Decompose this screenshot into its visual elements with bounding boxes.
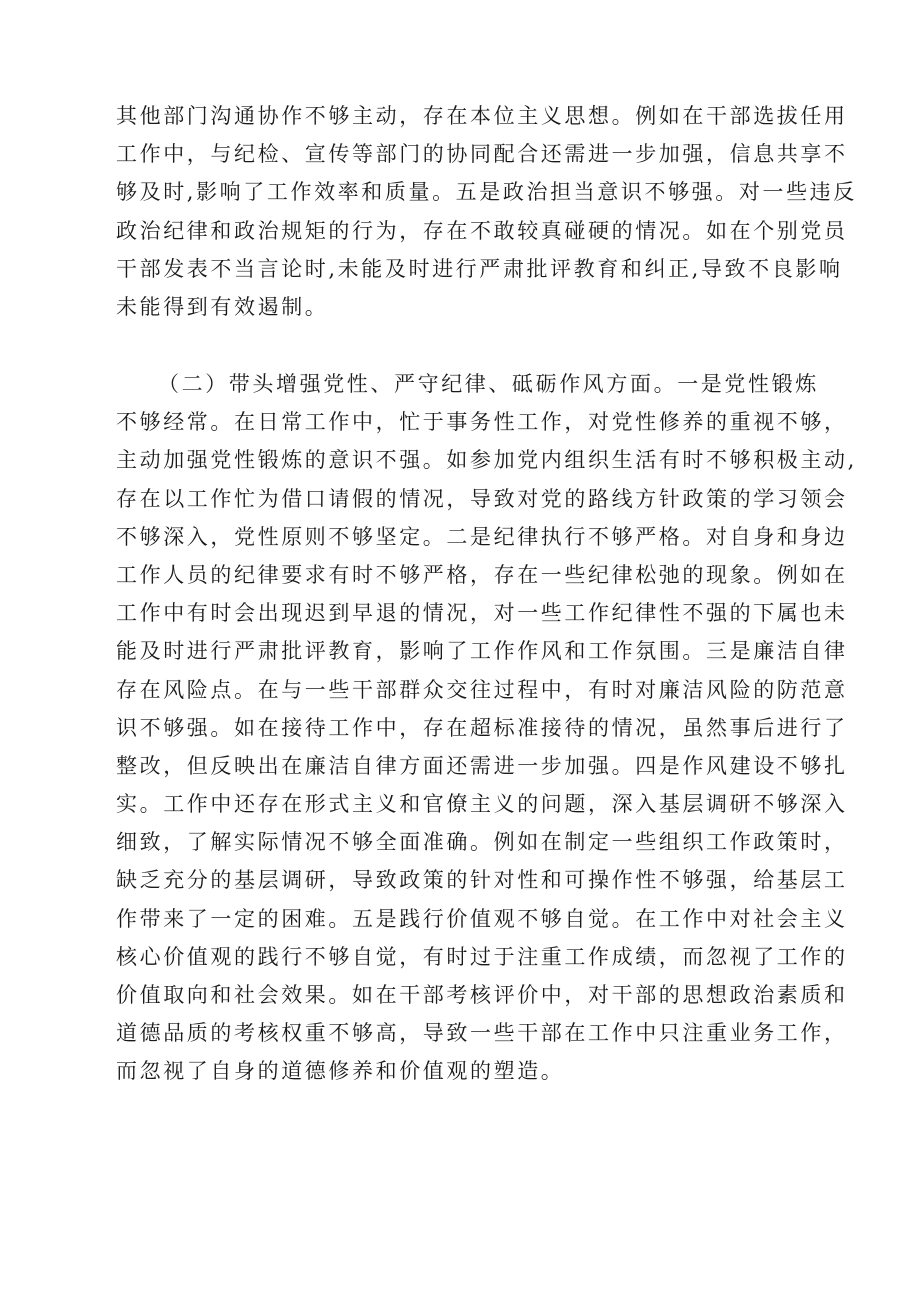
paragraph-line: 存在以工作忙为借口请假的情况，导致对党的路线方针政策的学习领会: [116, 486, 848, 511]
paragraph-1: [116, 97, 857, 326]
paragraph-line: 实。工作中还存在形式主义和官僚主义的问题，深入基层调研不够深入: [116, 792, 848, 817]
paragraph-line: 而忽视了自身的道德修养和价值观的塑造。: [116, 1059, 565, 1084]
paragraph-line: 识不够强。如在接待工作中，存在超标准接待的情况，虽然事后进行了: [116, 715, 848, 740]
paragraph-line: 不够深入，党性原则不够坚定。二是纪律执行不够严格。对自身和身边: [116, 524, 848, 549]
paragraph-line: 价值取向和社会效果。如在干部考核评价中，对干部的思想政治素质和: [116, 983, 848, 1007]
section-heading-line: （二）带头增强党性、严守纪律、砥砺作风方面。一是党性锻炼: [158, 372, 819, 396]
paragraph-line: 核心价值观的践行不够自觉，有时过于注重工作成绩，而忽视了工作的: [116, 944, 848, 969]
paragraph-line: 整改，但反映出在廉洁自律方面还需进一步加强。四是作风建设不够扎: [116, 753, 848, 778]
paragraph-2: [116, 365, 857, 1091]
paragraph-line: 够及时,影响了工作效率和质量。五是政治担当意识不够强。对一些违反: [116, 180, 857, 205]
paragraph-line: 缺乏充分的基层调研，导致政策的针对性和可操作性不够强，给基层工: [116, 868, 848, 893]
paragraph-line: 工作人员的纪律要求有时不够严格，存在一些纪律松弛的现象。例如在: [116, 562, 848, 587]
paragraph-line: 其他部门沟通协作不够主动，存在本位主义思想。例如在干部选拔任用: [116, 104, 848, 128]
paragraph-line: 存在风险点。在与一些干部群众交往过程中，有时对廉洁风险的防范意: [116, 677, 848, 702]
paragraph-line: 道德品质的考核权重不够高，导致一些干部在工作中只注重业务工作，: [116, 1021, 848, 1046]
paragraph-line: 工作中有时会出现迟到早退的情况，对一些工作纪律性不强的下属也未: [116, 601, 848, 626]
paragraph-line: 干部发表不当言论时,未能及时进行严肃批评教育和纠正,导致不良影响: [116, 256, 843, 281]
paragraph-line: 作带来了一定的困难。五是践行价值观不够自觉。在工作中对社会主义: [116, 906, 848, 931]
paragraph-line: 主动加强党性锻炼的意识不强。如参加党内组织生活有时不够积极主动,: [116, 448, 857, 473]
paragraph-line: 工作中，与纪检、宣传等部门的协同配合还需进一步加强，信息共享不: [116, 142, 848, 167]
paragraph-line: 政治纪律和政治规矩的行为，存在不敢较真碰硬的情况。如在个别党员: [116, 218, 848, 243]
paragraph-line: 不够经常。在日常工作中，忙于事务性工作，对党性修养的重视不够，: [116, 410, 848, 435]
paragraph-line: 能及时进行严肃批评教育，影响了工作作风和工作氛围。三是廉洁自律: [116, 639, 848, 664]
paragraph-line: 细致，了解实际情况不够全面准确。例如在制定一些组织工作政策时，: [116, 830, 848, 855]
paragraph-line: 未能得到有效遏制。: [116, 294, 329, 319]
